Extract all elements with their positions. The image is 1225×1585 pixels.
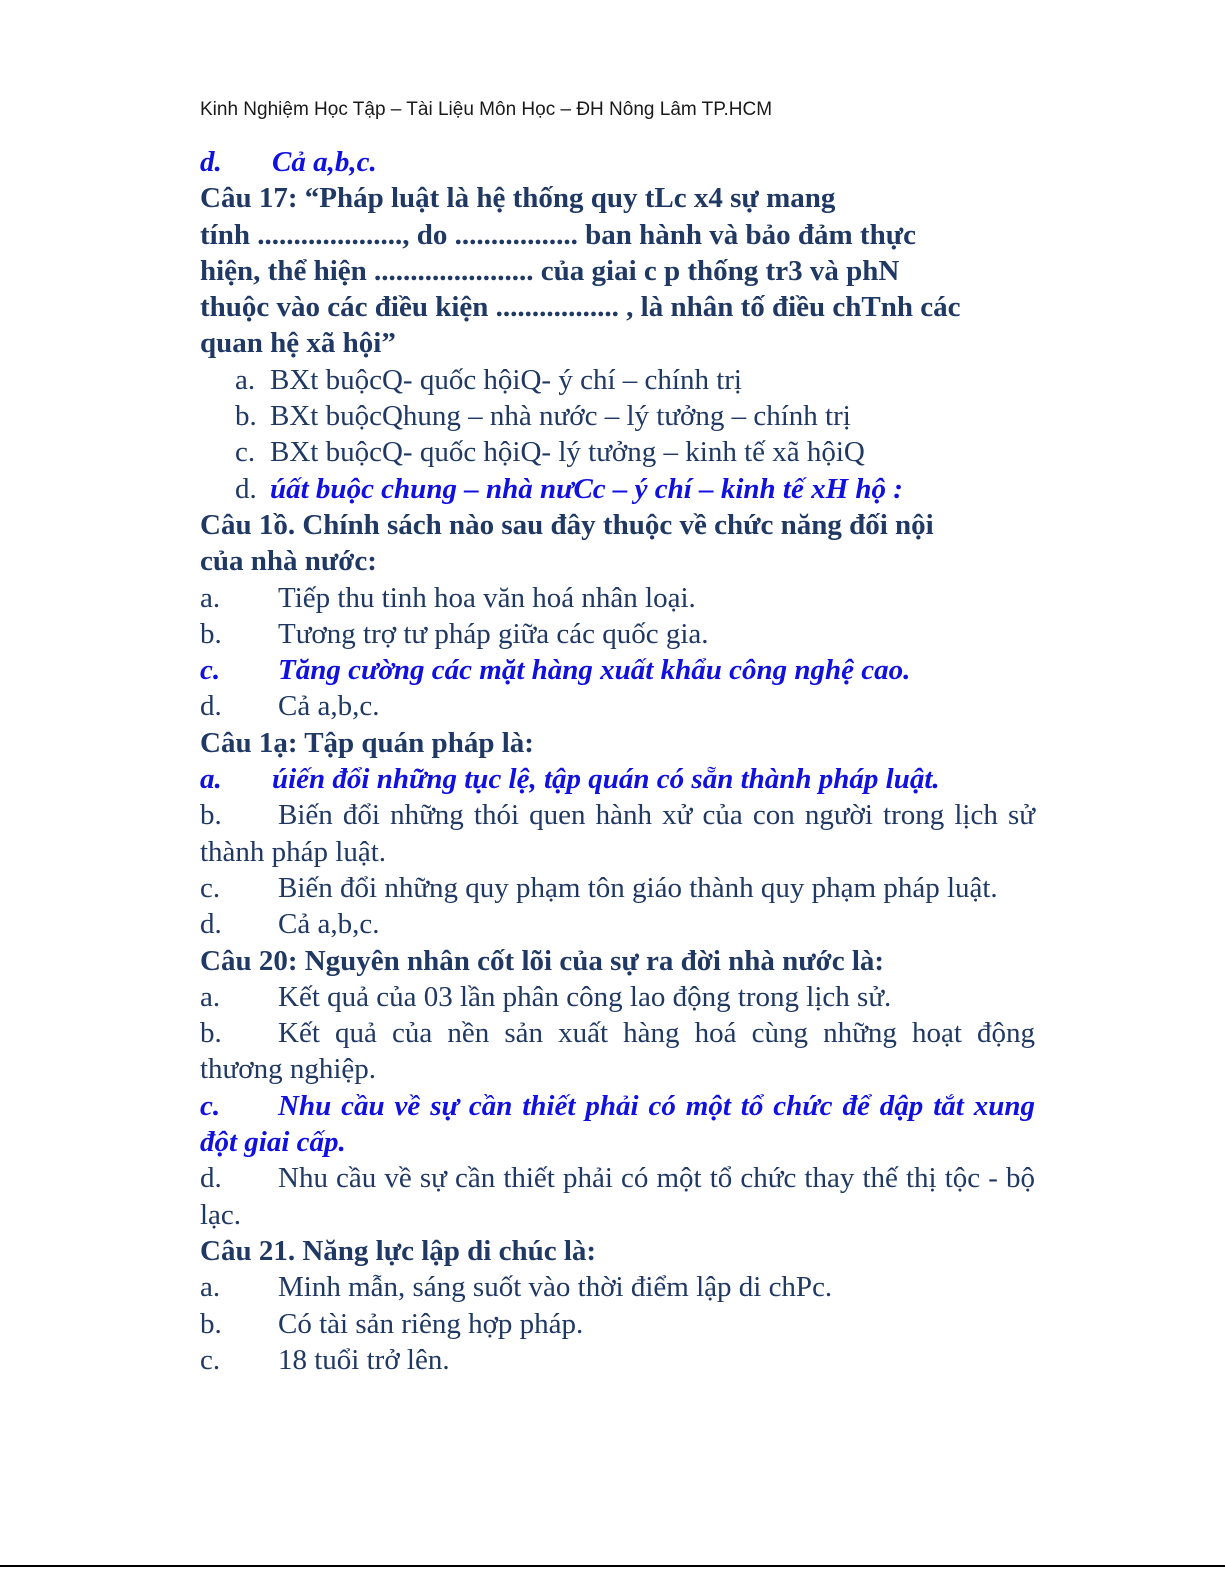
option-text: Cả a,b,c. [278,690,380,723]
option-label: a. [200,763,222,796]
option-text-correct: úiến đổi những tục lệ, tập quán có sẵn thành pháp luật. [272,763,940,796]
option-text-correct: úất buộc chung – nhà nưCc – ý chí – kinh tế xH hộ : [270,472,903,505]
question-18-line-1: Câu 1ồ. Chính sách nào sau đây thuộc về chức năng đối nội [200,508,934,541]
option-label: b. [200,1307,222,1340]
question-17-option-c [200,434,1035,470]
question-20-option-a [200,979,1035,1015]
question-20-option-d [200,1160,1035,1233]
question-20-option-b [200,1015,1035,1088]
question-20-title: Câu 20: Nguyên nhân cốt lõi của sự ra đời nhà nước là: [200,944,885,977]
question-18-option-a [200,580,1035,616]
option-text: Kết quả của nền sản xuất hàng hoá cùng những hoạt động thương nghiệp. [200,1017,1035,1086]
option-label: c. [200,871,221,904]
option-text: BXt buộcQhung – nhà nước – lý tưởng – chính trị [270,400,851,433]
option-text: Tiếp thu tinh hoa văn hoá nhân loại. [278,581,696,614]
question-17-line-2: tính ...................., do ................. ban hành và bảo đảm thực [200,218,916,251]
option-text: BXt buộcQ- quốc hộiQ- lý tưởng – kinh tế xã hộiQ [270,436,865,469]
option-label: d. [200,146,222,178]
option-text: Biến đổi những quy phạm tôn giáo thành quy phạm pháp luật. [278,871,998,904]
question-21-option-c [200,1342,1035,1378]
option-label: a. [200,581,221,614]
question-17-line-1: Câu 17: “Pháp luật là hệ thống quy tLc x4 sự mang [200,182,836,215]
option-label: a. [200,980,221,1013]
question-19-option-b [200,797,1035,870]
option-label: d. [200,690,222,723]
option-label: c. [200,654,221,687]
question-18-line-2: của nhà nước: [200,545,377,578]
option-label: b. [200,617,222,650]
question-17 [200,180,1035,507]
option-text: Tương trợ tư pháp giữa các quốc gia. [278,617,709,650]
question-19 [200,725,1035,943]
question-18-option-c [200,652,1035,688]
question-18 [200,507,1035,725]
page-header: Kinh Nghiệm Học Tập – Tài Liệu Môn Học – ĐH Nông Lâm TP.HCM [200,99,773,120]
question-17-option-a [200,362,1035,398]
option-text: Kết quả của 03 lần phân công lao động trong lịch sử. [278,980,892,1013]
option-label: c. [200,1089,221,1122]
option-text-correct: Nhu cầu về sự cần thiết phải có một tổ chức để dập tắt xung đột giai cấp. [200,1089,1035,1159]
option-label: c. [200,1343,221,1376]
option-label: d. [200,908,222,941]
option-text: BXt buộcQ- quốc hộiQ- ý chí – chính trị [270,363,742,396]
question-18-option-d [200,688,1035,724]
previous-answer-d [200,144,1035,180]
question-21-option-a [200,1269,1035,1305]
document-body [200,144,1035,1378]
question-20-option-c [200,1088,1035,1161]
question-17-option-b [200,398,1035,434]
option-label: b. [200,799,222,832]
question-19-option-d [200,906,1035,942]
option-label: b. [200,1017,222,1050]
option-text: 18 tuổi trở lên. [278,1343,450,1376]
option-label: d. [235,472,257,505]
question-20 [200,943,1035,1233]
question-21 [200,1233,1035,1378]
option-label: b. [235,400,257,433]
question-21-title: Câu 21. Năng lực lập di chúc là: [200,1234,597,1267]
option-text: Cả a,b,c. [272,146,377,178]
question-19-option-a [200,761,1035,797]
question-17-line-4: thuộc vào các điều kiện ................. , là nhân tố điều chTnh các [200,291,961,324]
option-label: a. [200,1271,221,1304]
option-text: Có tài sản riêng hợp pháp. [278,1307,584,1340]
option-text: Minh mẫn, sáng suốt vào thời điểm lập di chPc. [278,1271,833,1304]
page-bottom-divider [0,1565,1225,1567]
question-17-line-3: hiện, thể hiện ...................... của giai c p thống tr3 và phN [200,254,900,287]
option-text: Biến đổi những thói quen hành xử của con người trong lịch sử thành pháp luật. [200,799,1035,868]
option-text: Nhu cầu về sự cần thiết phải có một tổ chức thay thế thị tộc - bộ lạc. [200,1162,1035,1231]
option-text: Cả a,b,c. [278,908,380,941]
option-label: a. [235,363,256,396]
option-text-correct: Tăng cường các mặt hàng xuất khẩu công nghệ cao. [278,654,911,687]
question-18-option-b [200,616,1035,652]
question-17-line-5: quan hệ xã hội” [200,327,396,360]
question-17-option-d [200,471,1035,507]
question-19-option-c [200,870,1035,906]
option-label: c. [235,436,256,469]
question-19-title: Câu 1ạ: Tập quán pháp là: [200,726,534,759]
question-21-option-b [200,1306,1035,1342]
option-label: d. [200,1162,222,1195]
